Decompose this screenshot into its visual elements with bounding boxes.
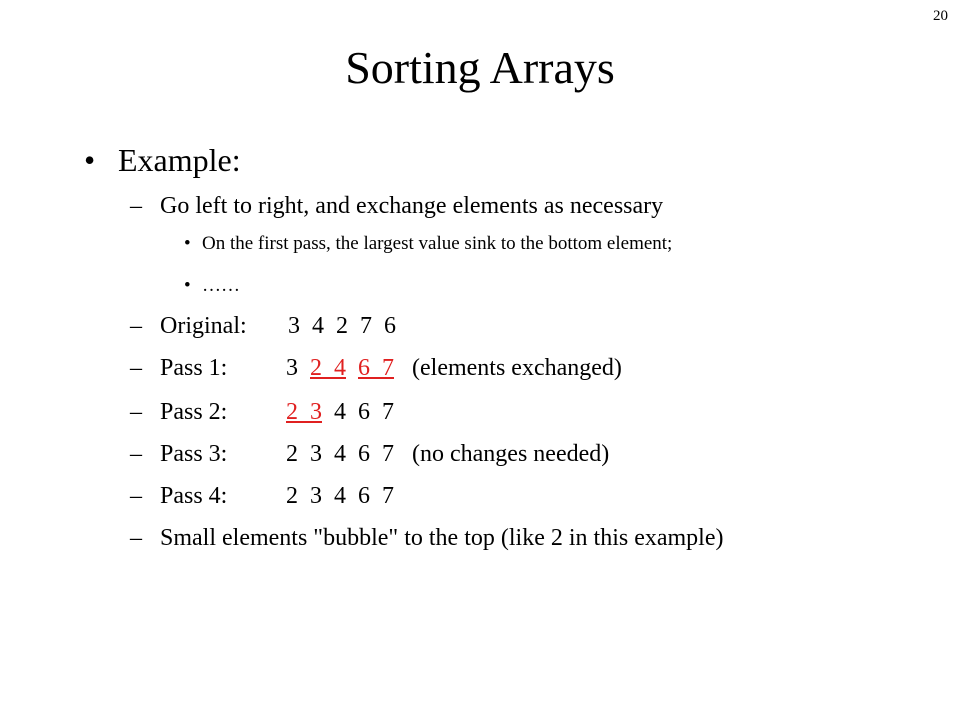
row-pass-2-content xyxy=(160,397,394,427)
row-values-plain: 4 6 7 xyxy=(322,399,394,425)
bullet-icon: • xyxy=(184,275,191,296)
example-heading: Example: xyxy=(118,142,241,178)
row-original-content xyxy=(160,311,396,341)
slide-number: 20 xyxy=(933,8,948,24)
row-pass-4-content xyxy=(160,481,394,511)
bullet-icon: • xyxy=(84,142,96,178)
bullet-icon: • xyxy=(184,233,191,254)
row-label: Pass 1: xyxy=(160,355,228,381)
row-label: Original: xyxy=(160,313,247,339)
row-gap xyxy=(346,355,358,381)
row-label: Pass 3: xyxy=(160,441,228,467)
highlighted-pair: 2 4 xyxy=(310,355,346,381)
row-values: 3 4 2 7 6 xyxy=(288,313,396,339)
first-pass-text: On the first pass, the largest value sink to the bottom element; xyxy=(202,233,673,254)
row-values: 2 3 4 6 7 xyxy=(286,483,394,509)
row-values-plain: 3 xyxy=(286,355,310,381)
row-note: (no changes needed) xyxy=(412,441,610,467)
dash-icon: – xyxy=(130,399,142,425)
dash-icon: – xyxy=(130,355,142,381)
row-label: Pass 4: xyxy=(160,483,228,509)
dash-icon: – xyxy=(130,313,142,339)
dash-icon: – xyxy=(130,441,142,467)
dash-icon: – xyxy=(130,483,142,509)
row-note: (elements exchanged) xyxy=(412,355,622,381)
row-pass-3-content xyxy=(160,439,609,469)
summary-text: Small elements "bubble" to the top (like 2 in this example) xyxy=(160,525,724,551)
row-label: Pass 2: xyxy=(160,399,228,425)
dash-icon: – xyxy=(130,193,142,219)
slide-title: Sorting Arrays xyxy=(345,42,615,93)
intro-text: Go left to right, and exchange elements as necessary xyxy=(160,193,664,219)
dash-icon: – xyxy=(130,525,142,551)
ellipsis-text: …… xyxy=(202,275,240,296)
highlighted-pair: 2 3 xyxy=(286,399,322,425)
row-values: 2 3 4 6 7 xyxy=(286,441,394,467)
highlighted-pair: 6 7 xyxy=(358,355,394,381)
row-pass-1-content xyxy=(160,353,622,383)
